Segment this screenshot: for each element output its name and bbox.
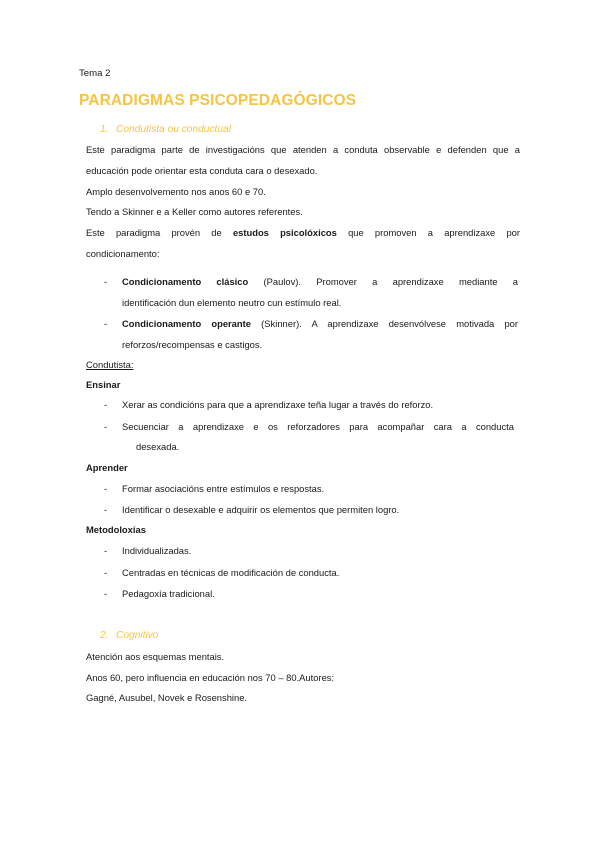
aprender-item-2: Identificar o desexable e adquirir os elementos que permiten logro. [122,504,400,515]
bullet-1-text: (Paulov). Promover a aprendizaxe mediante a [263,276,518,287]
page-title: PARADIGMAS PSICOPEDAGÓGICOS [79,92,357,109]
para4-line2: condicionamento: [86,248,160,259]
para2: Amplo desenvolvemento nos anos 60 e 70. [86,186,266,197]
ensinar-item-1: Xerar as condicións para que a aprendizaxe teña lugar a través do reforzo. [122,399,434,410]
section-1-heading [100,123,231,137]
metodoloxias-item-3: Pedagoxía tradicional. [122,588,215,599]
ensinar-item-2-line2: desexada. [136,441,180,452]
para1-line1: Este paradigma parte de investigacións que atenden a conduta observable e defenden que a [86,144,520,155]
section-2-title: Cognitivo [116,630,159,641]
topic-label: Tema 2 [79,68,111,79]
bullet-1-line1 [122,276,518,288]
ensinar-item-2: Secuenciar a aprendizaxe e os reforzadores para acompañar cara a conducta [122,421,514,432]
metodoloxias-item-1: Individualizadas. [122,545,192,556]
section-2-number: 2. [100,630,109,641]
para4-line1 [86,227,520,239]
bullet-1-line2: identificación dun elemento neutro cun estímulo real. [122,297,342,308]
bullet-dash: - [104,545,108,556]
aprender-item-1: Formar asociacións entre estímulos e respostas. [122,483,325,494]
bullet-dash: - [104,504,108,515]
bullet-dash: - [104,399,108,410]
metodoloxias-item-2: Centradas en técnicas de modificación de conducta. [122,567,340,578]
bullet-dash: - [104,318,108,329]
para4-post: que promoven a aprendizaxe por [348,227,521,238]
section-1-number: 1. [100,124,109,135]
ensinar-heading: Ensinar [86,379,121,390]
bullet-2-line1 [122,318,518,330]
bullet-dash: - [104,276,108,287]
para4-pre: Este paradigma provén de [86,227,222,238]
section-2-heading [100,629,158,643]
section-1-title: Condutista ou conductual [116,124,231,135]
section-2-line1: Atención aos esquemas mentais. [86,651,225,662]
section-2-line3: Gagné, Ausubel, Novek e Rosenshine. [86,692,248,703]
para4-bold: estudos psicolóxicos [232,227,337,238]
metodoloxias-heading: Metodoloxías [86,524,146,535]
bullet-dash: - [104,588,108,599]
bullet-2-line2: reforzos/recompensas e castigos. [122,339,263,350]
condutista-label: Condutista: [86,359,134,370]
bullet-dash: - [104,567,108,578]
bullet-dash: - [104,483,108,494]
bullet-2-text: (Skinner). A aprendizaxe desenvólvese motivada por [261,318,519,329]
section-2-line2: Anos 60, pero influencia en educación nos 70 – 80.Autores: [86,672,335,683]
bullet-2-bold: Condicionamento operante [122,318,251,329]
para1-line2: educación pode orientar esta conduta cara o desexado. [86,165,318,176]
para3: Tendo a Skinner e a Keller como autores referentes. [86,206,303,217]
aprender-heading: Aprender [86,462,128,473]
bullet-dash: - [104,421,108,432]
bullet-1-bold: Condicionamento clásico [122,276,249,287]
